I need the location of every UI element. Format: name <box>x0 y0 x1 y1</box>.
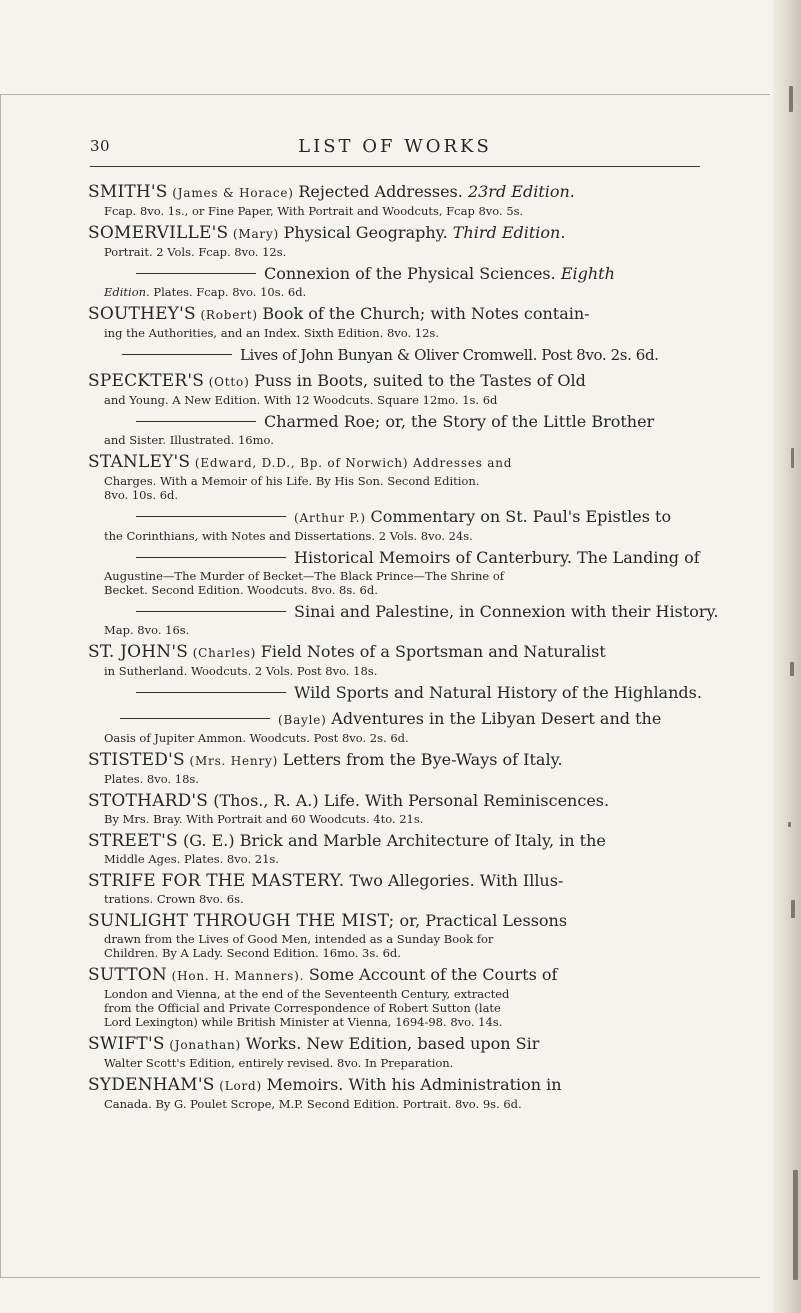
work-title: Brick and Marble Architecture of Italy, in the <box>239 831 606 850</box>
entry-heading <box>88 870 716 892</box>
entry-details: the Corinthians, with Notes and Dissertations. 2 Vols. 8vo. 24s. <box>104 529 473 543</box>
entry-heading <box>88 222 716 245</box>
entry-sutton <box>88 964 716 1029</box>
ditto-dash <box>136 421 256 422</box>
author-given-names: (Bayle) <box>278 713 332 727</box>
entry-somerville-2 <box>88 263 716 299</box>
author-given-names: (Charles) <box>188 646 261 660</box>
entry-somerville <box>88 222 716 259</box>
author-given-names: (James & Horace) <box>167 186 299 200</box>
entry-swift <box>88 1033 716 1070</box>
entry-stanley-sinai <box>88 601 719 637</box>
work-title: Sinai and Palestine, in Connexion with their History. <box>294 602 719 621</box>
edge-mark <box>790 662 794 676</box>
work-title: Wild Sports and Natural History of the Highlands. <box>294 683 702 702</box>
entry-speckter-2 <box>88 411 716 447</box>
work-title: Some Account of the Courts of <box>308 965 558 984</box>
entry-details: Oasis of Jupiter Ammon. Woodcuts. Post 8vo. 2s. 6d. <box>104 731 409 745</box>
author-name: SOUTHEY'S <box>88 304 196 324</box>
entry-heading <box>88 547 716 569</box>
entry-heading <box>88 641 716 664</box>
entry-details: ing the Authorities, and an Index. Sixth Edition. 8vo. 12s. <box>104 326 439 340</box>
entry-details: Portrait. 2 Vols. Fcap. 8vo. 12s. <box>104 245 287 259</box>
author-given-names: (G. E.) <box>177 831 240 850</box>
author-name: SPECKTER'S <box>88 371 205 391</box>
entry-details-continued: 8vo. 10s. 6d. <box>104 488 179 502</box>
work-title: Charmed Roe; or, the Story of the Little Brother <box>264 412 655 431</box>
work-title: Life. With Personal Reminiscences. <box>323 791 610 810</box>
entry-details: Plates. 8vo. 18s. <box>104 772 199 786</box>
edge-mark <box>791 448 794 468</box>
work-title: Addresses and <box>413 456 513 470</box>
entry-smith <box>88 181 716 218</box>
entries-list <box>88 181 719 1115</box>
entry-heading <box>88 411 716 433</box>
entry-details: Middle Ages. Plates. 8vo. 21s. <box>104 852 279 866</box>
entry-details: Walter Scott's Edition, entirely revised. 8vo. In Preparation. <box>104 1056 454 1070</box>
entry-details: By Mrs. Bray. With Portrait and 60 Woodcuts. 4to. 21s. <box>104 812 424 826</box>
author-given-names: (Jonathan) <box>164 1038 246 1052</box>
work-title: Book of the Church; with Notes contain- <box>262 304 590 323</box>
entry-heading <box>88 749 716 772</box>
entry-details: Fcap. 8vo. 1s., or Fine Paper, With Portrait and Woodcuts, Fcap 8vo. 5s. <box>104 204 524 218</box>
edition: Eighth <box>560 264 615 283</box>
work-title: Puss in Boots, suited to the Tastes of Old <box>254 371 586 390</box>
edge-mark <box>788 822 791 827</box>
work-title: Works. New Edition, based upon Sir <box>245 1034 540 1053</box>
work-title: Letters from the Bye-Ways of Italy. <box>282 750 563 769</box>
entry-heading <box>88 181 716 204</box>
entry-heading <box>88 506 716 529</box>
entry-details: Augustine—The Murder of Becket—The Black Prince—The Shrine of <box>104 569 505 583</box>
frame-left-rule <box>0 94 1 1278</box>
work-title: Connexion of the Physical Sciences. <box>264 264 561 283</box>
entry-stanley <box>88 451 716 502</box>
entry-details: and Sister. Illustrated. 16mo. <box>104 433 274 447</box>
author-given-names: (Otto) <box>204 375 255 389</box>
ditto-dash <box>136 516 286 517</box>
author-given-names: (Mrs. Henry) <box>184 754 283 768</box>
entry-details-text: Plates. Fcap. 8vo. 10s. 6d. <box>153 285 307 299</box>
entry-sunlight <box>88 910 716 960</box>
entry-heading <box>88 1033 716 1056</box>
work-title: Adventures in the Libyan Desert and the <box>331 709 662 728</box>
work-title: Physical Geography. <box>283 223 453 242</box>
author-name: SWIFT'S <box>88 1034 165 1054</box>
author-given-names: (Arthur P.) <box>294 511 371 525</box>
edge-mark <box>793 1170 798 1280</box>
entry-heading <box>88 344 716 366</box>
entry-heading <box>88 1074 716 1097</box>
entry-southey-2 <box>88 344 716 366</box>
author-given-names: (Robert) <box>195 308 263 322</box>
author-name: STREET'S <box>88 831 178 851</box>
author-name: STOTHARD'S <box>88 791 209 811</box>
author-name: ST. JOHN'S <box>88 642 189 662</box>
entry-heading <box>88 370 716 393</box>
author-name: SYDENHAM'S <box>88 1075 215 1095</box>
author-given-names: (Edward, D.D., Bp. of Norwich) <box>190 456 414 470</box>
running-head: LIST OF WORKS <box>298 136 492 157</box>
entry-heading <box>88 303 716 326</box>
entry-stanley-canterbury <box>88 547 716 597</box>
author-name: SOMERVILLE'S <box>88 223 229 243</box>
work-title: Field Notes of a Sportsman and Naturalist <box>260 642 606 661</box>
work-title: Lives of John Bunyan & Oliver Cromwell. Post 8vo. 2s. 6d. <box>240 346 659 364</box>
entry-street <box>88 830 716 866</box>
entry-strife <box>88 870 716 906</box>
entry-st-john-bayle <box>88 708 716 745</box>
entry-heading <box>88 682 716 704</box>
entry-stisted <box>88 749 716 786</box>
edge-mark <box>791 900 795 918</box>
author-given-names: (Thos., R. A.) <box>208 791 324 810</box>
entry-southey <box>88 303 716 340</box>
ditto-dash <box>122 354 232 355</box>
edition: Third Edition. <box>452 223 566 242</box>
entry-heading <box>88 451 716 474</box>
frame-top-rule <box>0 94 770 95</box>
header-rule <box>90 166 700 167</box>
work-title: Rejected Addresses. <box>298 182 468 201</box>
entry-details-continued: Becket. Second Edition. Woodcuts. 8vo. 8s. 6d. <box>104 583 378 597</box>
author-given-names: (Lord) <box>214 1079 267 1093</box>
work-title: Two Allegories. With Illus- <box>344 871 564 890</box>
entry-details: trations. Crown 8vo. 6s. <box>104 892 244 906</box>
ditto-dash <box>136 611 286 612</box>
edge-mark <box>789 86 793 112</box>
entry-stothard <box>88 790 716 826</box>
entry-speckter <box>88 370 716 407</box>
entry-heading <box>88 263 716 285</box>
entry-details <box>88 285 716 299</box>
entry-details: London and Vienna, at the end of the Seventeenth Century, extracted <box>104 987 510 1001</box>
work-title: Historical Memoirs of Canterbury. The Landing of <box>294 548 700 567</box>
edition: Edition. <box>104 285 154 299</box>
entry-st-john-2 <box>88 682 716 704</box>
page-header <box>90 136 700 162</box>
entry-details: and Young. A New Edition. With 12 Woodcuts. Square 12mo. 1s. 6d <box>104 393 498 407</box>
entry-heading <box>88 964 716 987</box>
ditto-dash <box>136 273 256 274</box>
entry-heading <box>88 708 716 731</box>
work-title: or, Practical Lessons <box>394 911 568 930</box>
entry-heading <box>88 830 716 852</box>
author-name: STRIFE FOR THE MASTERY. <box>88 871 345 891</box>
entry-heading <box>88 601 719 623</box>
ditto-dash <box>136 557 286 558</box>
work-title: Commentary on St. Paul's Epistles to <box>370 507 672 526</box>
author-name: SUTTON <box>88 965 167 985</box>
author-name: STANLEY'S <box>88 452 191 472</box>
frame-bottom-rule <box>0 1277 760 1278</box>
entry-heading <box>88 790 716 812</box>
entry-details-continued: Lord Lexington) while British Minister at Vienna, 1694-98. 8vo. 14s. <box>104 1015 503 1029</box>
entry-details: Charges. With a Memoir of his Life. By His Son. Second Edition. <box>104 474 480 488</box>
entry-details-continued: Children. By A Lady. Second Edition. 16mo. 3s. 6d. <box>104 946 401 960</box>
ditto-dash <box>120 718 270 719</box>
work-title: Memoirs. With his Administration in <box>266 1075 562 1094</box>
entry-details-continued: from the Official and Private Correspondence of Robert Sutton (late <box>104 1001 501 1015</box>
author-name: SUNLIGHT THROUGH THE MIST; <box>88 911 395 931</box>
entry-details: in Sutherland. Woodcuts. 2 Vols. Post 8vo. 18s. <box>104 664 378 678</box>
author-given-names: (Hon. H. Manners). <box>166 969 309 983</box>
page-edge-shadow <box>773 0 801 1313</box>
entry-sydenham <box>88 1074 716 1111</box>
page-number: 30 <box>90 137 111 155</box>
author-name: STISTED'S <box>88 750 185 770</box>
author-name: SMITH'S <box>88 182 168 202</box>
entry-details: Canada. By G. Poulet Scrope, M.P. Second Edition. Portrait. 8vo. 9s. 6d. <box>104 1097 522 1111</box>
ditto-dash <box>136 692 286 693</box>
entry-heading <box>88 910 716 932</box>
entry-details: drawn from the Lives of Good Men, intended as a Sunday Book for <box>104 932 494 946</box>
edition: 23rd Edition. <box>467 182 575 201</box>
author-given-names: (Mary) <box>228 227 284 241</box>
entry-details: Map. 8vo. 16s. <box>104 623 190 637</box>
entry-st-john <box>88 641 716 678</box>
entry-stanley-arthur <box>88 506 716 543</box>
